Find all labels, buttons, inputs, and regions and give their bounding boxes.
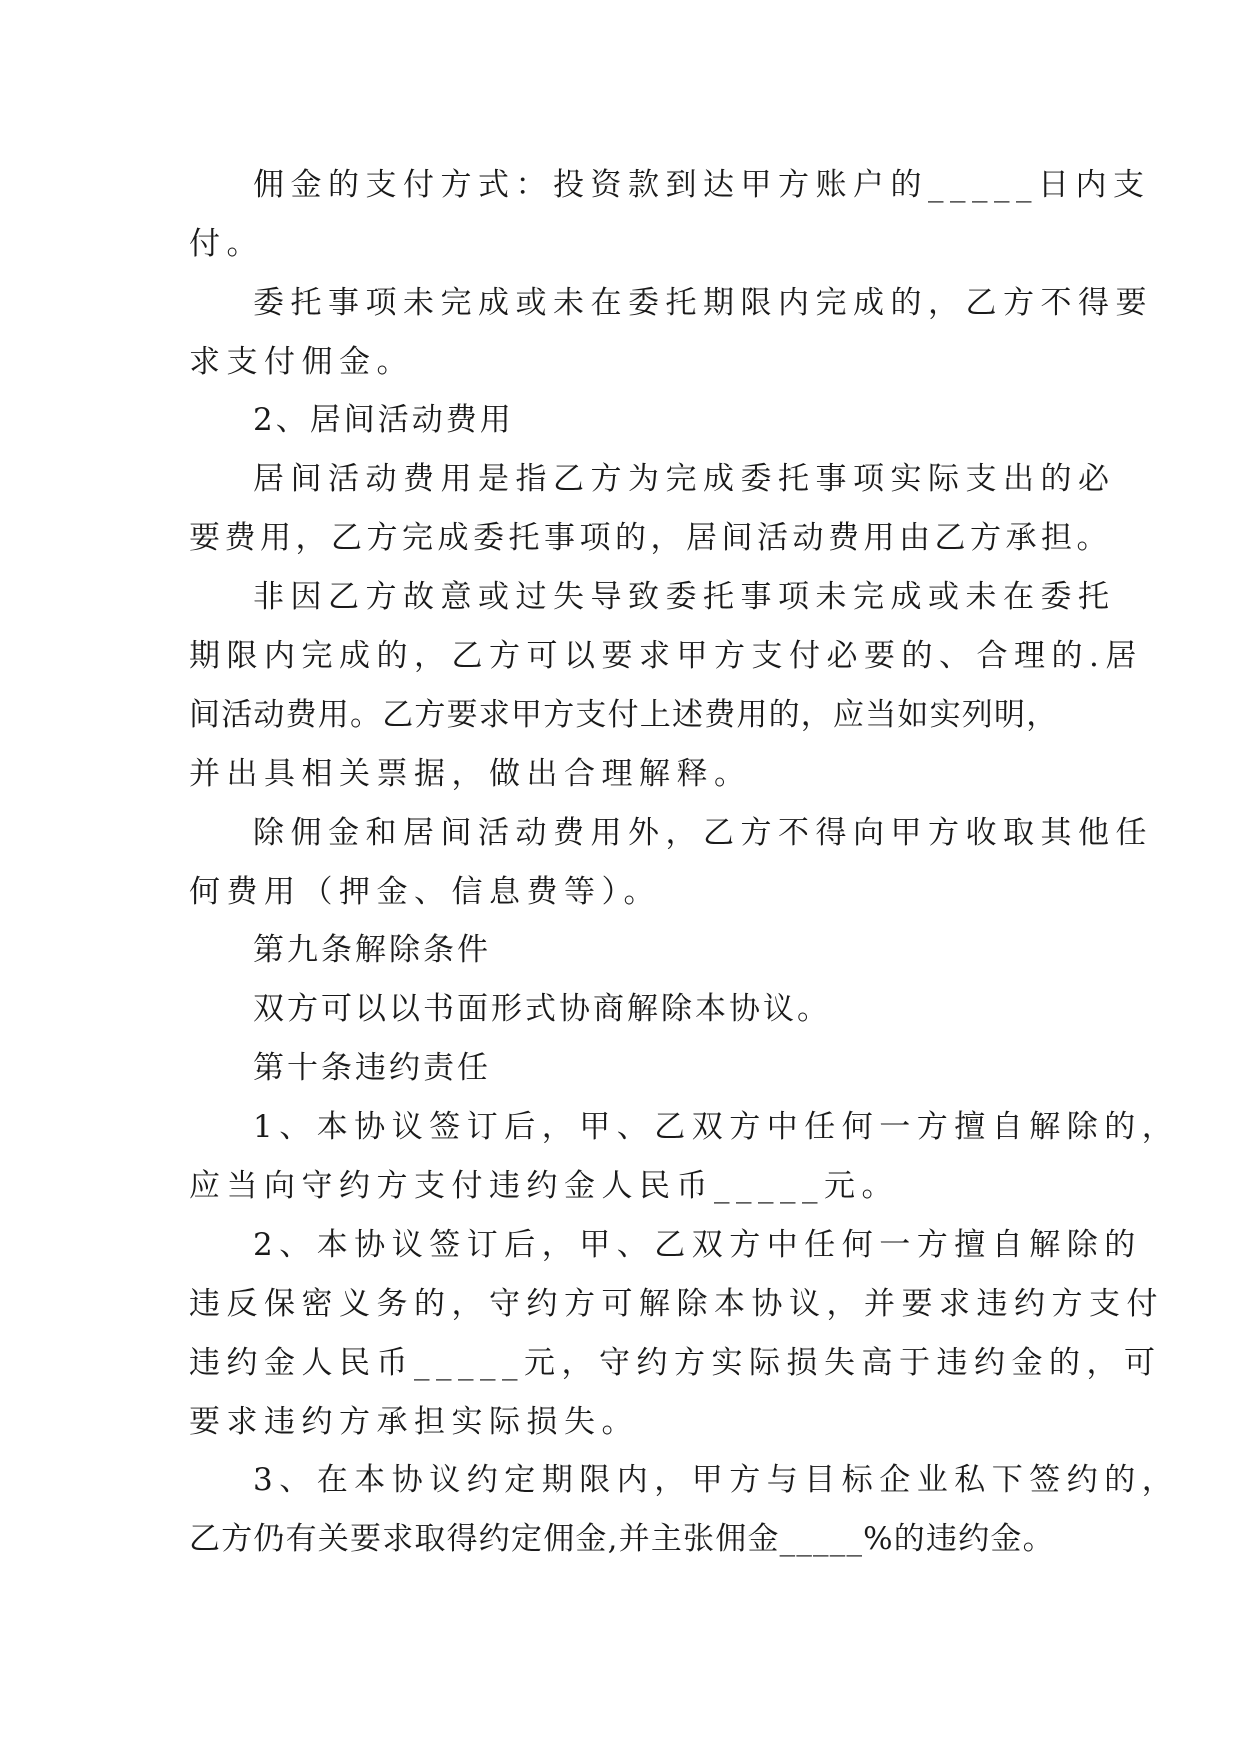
clause-3-line-1: 3、在本协议约定期限内，甲方与目标企业私下签约的， [253,1462,1180,1498]
clause-1-line-1: 1、本协议签订后，甲、乙双方中任何一方擅自解除的， [253,1109,1180,1145]
paragraph-non-fault-line-2: 期限内完成的，乙方可以要求甲方支付必要的、合理的.居 [189,638,1143,674]
paragraph-unfinished-line-2: 求支付佣金。 [189,344,414,380]
article-heading-liability: 第十条违约责任 [253,1050,491,1086]
paragraph-expense-definition-line-2: 要费用，乙方完成委托事项的，居间活动费用由乙方承担。 [189,520,1112,556]
paragraph-non-fault-line-4: 并出具相关票据，做出合理解释。 [189,756,752,792]
clause-1-line-2: 应当向守约方支付违约金人民币_____元。 [189,1168,899,1204]
paragraph-no-other-fees-line-2: 何费用（押金、信息费等）。 [189,874,661,910]
clause-2-line-1: 2、本协议签订后，甲、乙双方中任何一方擅自解除的 [253,1227,1142,1263]
article-heading-termination: 第九条解除条件 [253,932,491,968]
paragraph-termination: 双方可以以书面形式协商解除本协议。 [253,991,831,1027]
clause-2-line-2: 违反保密义务的，守约方可解除本协议，并要求违约方支付 [189,1286,1164,1322]
paragraph-unfinished-line-1: 委托事项未完成或未在委托期限内完成的，乙方不得要 [253,285,1153,321]
paragraph-expense-definition-line-1: 居间活动费用是指乙方为完成委托事项实际支出的必 [253,461,1116,497]
paragraph-commission-payment-line-1: 佣金的支付方式：投资款到达甲方账户的_____日内支 [253,167,1151,203]
section-heading-brokerage-expenses: 2、居间活动费用 [253,402,514,438]
clause-3-line-2: 乙方仍有关要求取得约定佣金,并主张佣金_____%的违约金。 [189,1521,1055,1557]
paragraph-non-fault-line-3: 间活动费用。乙方要求甲方支付上述费用的，应当如实列明， [189,697,1059,733]
paragraph-no-other-fees-line-1: 除佣金和居间活动费用外，乙方不得向甲方收取其他任 [253,815,1153,851]
clause-2-line-3: 违约金人民币_____元，守约方实际损失高于违约金的，可 [189,1345,1162,1381]
clause-2-line-4: 要求违约方承担实际损失。 [189,1404,639,1440]
paragraph-non-fault-line-1: 非因乙方故意或过失导致委托事项未完成或未在委托 [253,579,1116,615]
paragraph-commission-payment-line-2: 付。 [189,226,264,262]
